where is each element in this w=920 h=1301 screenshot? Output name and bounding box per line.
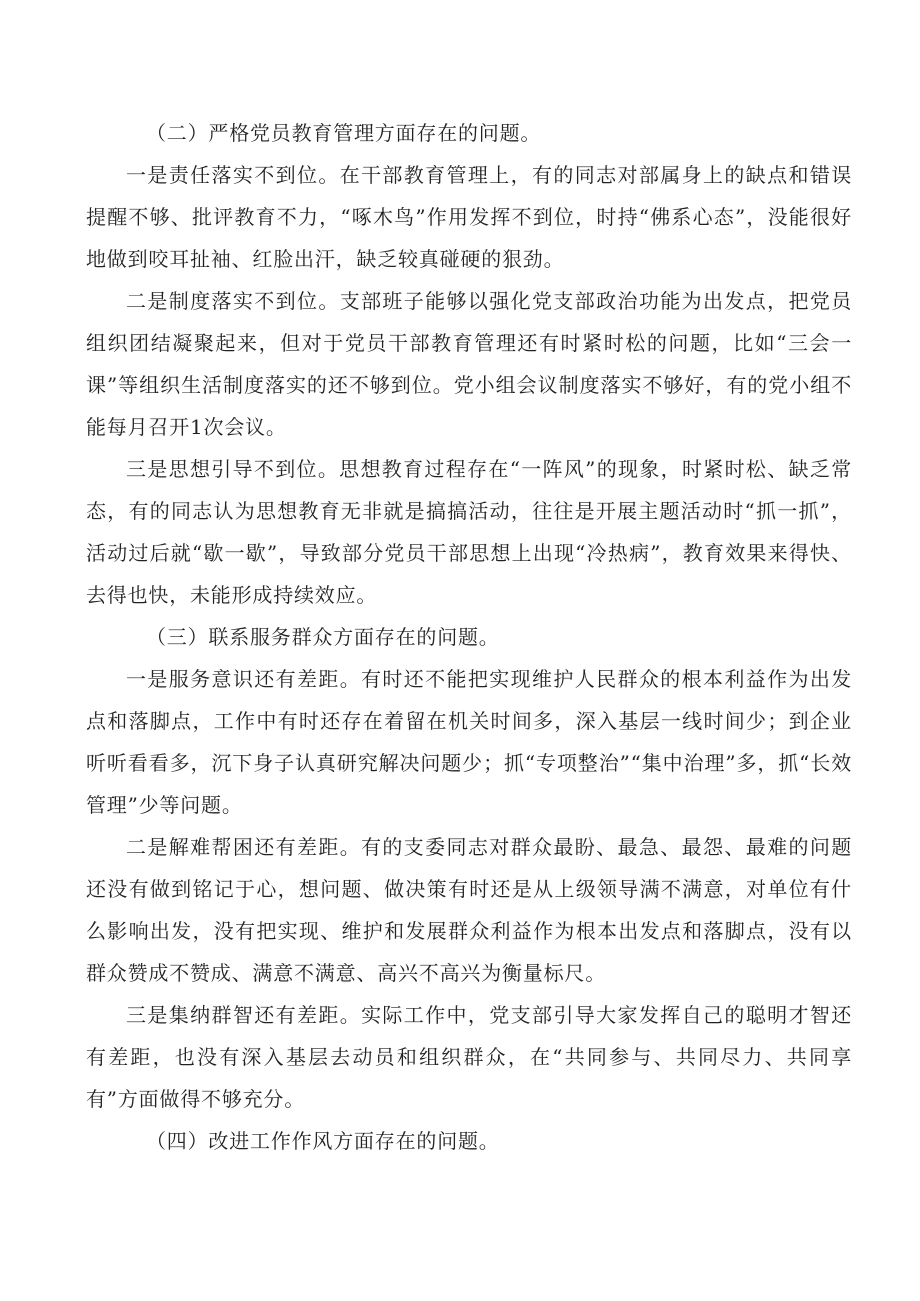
section-heading-3: （三）联系服务群众方面存在的问题。: [146, 625, 500, 649]
paragraph-problem-solving: 二是解难帮困还有差距。有的支委同志对群众最盼、最急、最怨、最难的问题还没有做到铭记于心，想问题、做决策有时还是从上级领导满不满意，对单位有什么影响出发，没有把实现、维护和发展群众利益作为根本出发点和落脚点，没有以群众赞成不赞成、满意不满意、高兴不高兴为衡量标尺。: [86, 835, 852, 985]
paragraph-responsibility: 一是责任落实不到位。在干部教育管理上，有的同志对部属身上的缺点和错误提醒不够、批评教育不力，“啄木鸟”作用发挥不到位，时持“佛系心态”，没能很好地做到咬耳扯袖、红脸出汗，缺乏较真碰硬的狠劲。: [86, 163, 852, 271]
paragraph-service-awareness: 一是服务意识还有差距。有时还不能把实现维护人民群众的根本利益作为出发点和落脚点，工作中有时还存在着留在机关时间多，深入基层一线时间少；到企业听听看看多，沉下身子认真研究解决问题少；抓“专项整治”“集中治理”多，抓“长效管理”少等问题。: [86, 667, 852, 817]
document-body: [86, 112, 852, 1162]
section-heading-4: （四）改进工作作风方面存在的问题。: [146, 1129, 500, 1153]
paragraph-ideological-guidance: 三是思想引导不到位。思想教育过程存在“一阵风”的现象，时紧时松、缺乏常态，有的同志认为思想教育无非就是搞搞活动，往往是开展主题活动时“抓一抓”，活动过后就“歇一歇”，导致部分党员干部思想上出现“冷热病”，教育效果来得快、去得也快，未能形成持续效应。: [86, 457, 852, 607]
section-heading-2: （二）严格党员教育管理方面存在的问题。: [146, 121, 542, 145]
paragraph-collective-wisdom: 三是集纳群智还有差距。实际工作中，党支部引导大家发挥自己的聪明才智还有差距，也没有深入基层去动员和组织群众，在“共同参与、共同尽力、共同享有”方面做得不够充分。: [86, 1003, 852, 1111]
paragraph-system-implementation: 二是制度落实不到位。支部班子能够以强化党支部政治功能为出发点，把党员组织团结凝聚起来，但对于党员干部教育管理还有时紧时松的问题，比如“三会一课”等组织生活制度落实的还不够到位。党小组会议制度落实不够好，有的党小组不能每月召开1次会议。: [86, 289, 852, 439]
